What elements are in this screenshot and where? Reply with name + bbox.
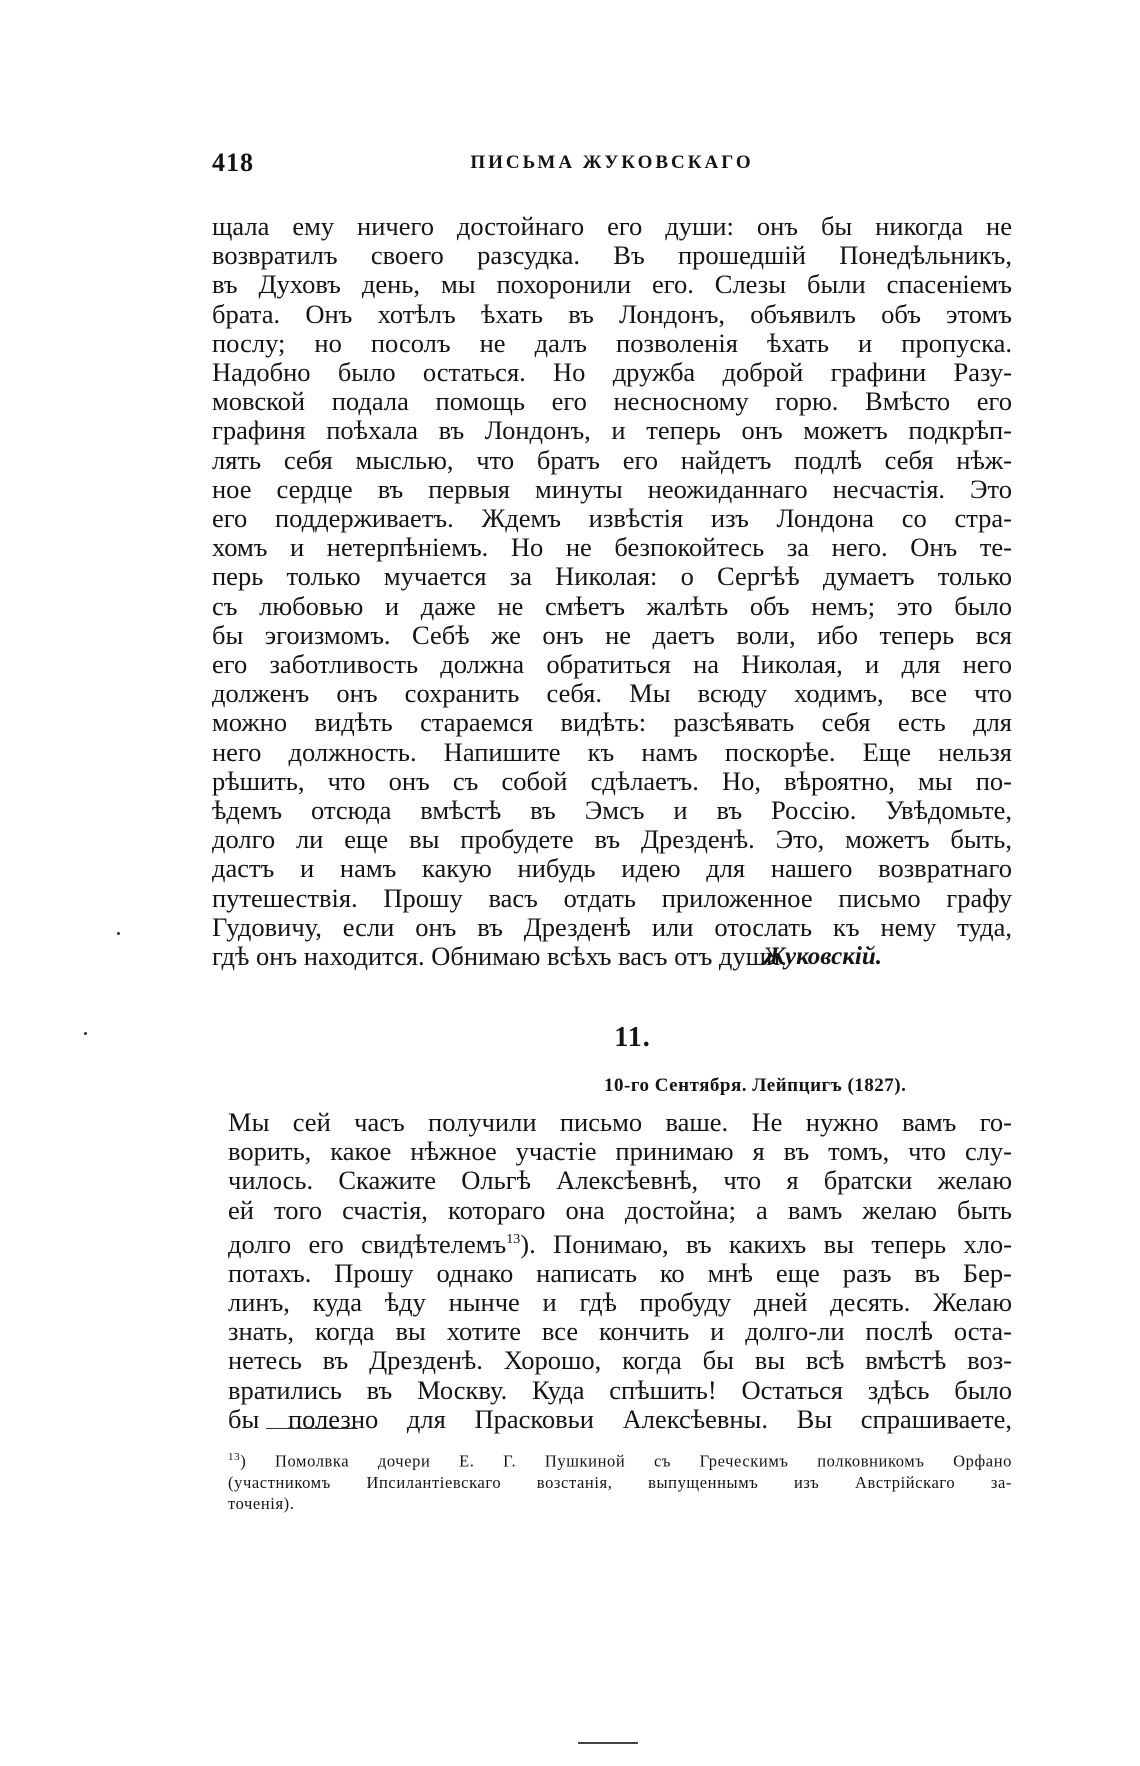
text-line: брата. Онъ хотѣлъ ѣхать въ Лондонъ, объявилъ объ этомъ — [212, 298, 1012, 329]
page-number: 418 — [212, 148, 254, 177]
text-line: чилось. Скажите Ольгѣ Алексѣевнѣ, что я братски желаю — [228, 1165, 1012, 1196]
footnote — [228, 1447, 1012, 1514]
text-line: вратились въ Москву. Куда спѣшить! Остаться здѣсь было — [228, 1374, 1012, 1405]
scan-speck — [117, 932, 120, 935]
text-line: его поддерживаетъ. Ждемъ извѣстія изъ Лондона со стра- — [212, 503, 1012, 534]
text-line: послу; но посолъ не далъ позволенія ѣхать и пропуска. — [212, 327, 1012, 358]
text-line: хомъ и нетерпѣніемъ. Но не безпокойтесь за него. Онъ те- — [212, 532, 1012, 563]
text-line: ей того счастія, котораго она достойна; а вамъ желаю быть — [228, 1194, 1012, 1225]
section-number — [0, 1022, 1140, 1054]
footnote-line: (участникомъ Ипсилантіевскаго возстанія, выпущеннымъ изъ Австрійскаго за- — [228, 1472, 1012, 1492]
scan-speck — [84, 1032, 87, 1035]
text-fragment: ). Понимаю, въ какихъ вы теперь хло- — [520, 1228, 1012, 1259]
letter-text — [212, 212, 1012, 971]
page-header — [212, 148, 1012, 182]
text-line: линъ, куда ѣду нынче и гдѣ пробуду дней десять. Желаю — [228, 1287, 1012, 1318]
footnote-line — [228, 1447, 1012, 1472]
text-line: долженъ онъ сохранить себя. Мы всюду ходимъ, все что — [212, 678, 1012, 709]
text-line: знать, когда вы хотите все кончить и долго-ли послѣ оста- — [228, 1316, 1012, 1347]
text-line: перь только мучается за Николая: о Сергѣѣ думаетъ только — [212, 561, 1012, 592]
text-line: съ любовью и даже не смѣетъ жалѣть объ немъ; это было — [212, 590, 1012, 621]
text-line: рѣшить, что онъ съ собой сдѣлаетъ. Но, вѣроятно, мы по- — [212, 765, 1012, 796]
text-line: ѣдемъ отсюда вмѣстѣ въ Эмсъ и въ Россію. Увѣдомьте, — [212, 795, 1012, 826]
text-line: щала ему ничего достойнаго его души: онъ бы никогда не — [212, 211, 1012, 241]
footnote-divider — [266, 1428, 358, 1429]
text-line: путешествія. Прошу васъ отдать приложенное письмо графу — [212, 882, 1012, 913]
footnote-marker: 13 — [228, 1451, 241, 1463]
text-line: мовской подала помощь его несносному горю. Вмѣсто его — [212, 386, 1012, 417]
text-line: можно видѣть стараемся видѣть: разсѣявать себя есть для — [212, 707, 1012, 738]
dateline: 10-го Сентября. Лейпцигъ (1827). — [604, 1075, 907, 1096]
bottom-rule — [578, 1742, 638, 1744]
footnote-text: ) Помолвка дочери Е. Г. Пушкиной съ Греческимъ полковникомъ Орфано — [240, 1451, 1012, 1471]
text-line: ное сердце въ первыя минуты неожиданнаго несчастія. Это — [212, 473, 1012, 504]
section-number-text: 11. — [614, 1022, 651, 1053]
letter-text-2 — [228, 1108, 1012, 1434]
text-line: въ Духовъ день, мы похоронили его. Слезы были спасеніемъ — [212, 269, 1012, 300]
text-line-with-footnote — [228, 1225, 1012, 1259]
text-line: Гудовичу, если онъ въ Дрезденѣ или отослать къ нему туда, — [212, 911, 1012, 942]
text-line: бы эгоизмомъ. Себѣ же онъ не даетъ воли, ибо теперь вся — [212, 619, 1012, 650]
text-line: дастъ и намъ какую нибудь идею для нашего возвратнаго — [212, 853, 1012, 884]
text-line: него должность. Напишите къ намъ поскорѣе. Еще нельзя — [212, 736, 1012, 767]
text-line: потахъ. Прошу однако написать ко мнѣ еще разъ въ Бер- — [228, 1257, 1012, 1288]
signature: Жуковскій. — [762, 943, 882, 970]
running-title: ПИСЬМА ЖУКОВСКАГО — [470, 152, 754, 173]
text-line: долго ли еще вы пробудете въ Дрезденѣ. Это, можетъ быть, — [212, 824, 1012, 855]
text-line: Надобно было остаться. Но дружба доброй графини Разу- — [212, 357, 1012, 388]
text-line: бы полезно для Прасковьи Алексѣевны. Вы спрашиваете, — [228, 1403, 1012, 1434]
text-line: ворить, какое нѣжное участіе принимаю я въ томъ, что слу- — [228, 1136, 1012, 1167]
text-line: его заботливость должна обратиться на Николая, и для него — [212, 649, 1012, 680]
footnote-line: точенія). — [228, 1493, 295, 1513]
text-line: Мы сей часъ получили письмо ваше. Не нужно вамъ го- — [228, 1107, 1012, 1137]
text-line: нетесь въ Дрезденѣ. Хорошо, когда бы вы всѣ вмѣстѣ воз- — [228, 1345, 1012, 1376]
text-fragment: долго его свидѣтелемъ — [228, 1228, 507, 1259]
text-line: лять себя мыслью, что братъ его найдетъ подлѣ себя нѣж- — [212, 444, 1012, 475]
footnote-reference[interactable]: 13 — [506, 1231, 521, 1247]
text-line: возвратилъ своего разсудка. Въ прошедшій Понедѣльникъ, — [212, 240, 1012, 271]
text-line: графиня поѣхала въ Лондонъ, и теперь онъ можетъ подкрѣп- — [212, 415, 1012, 446]
text-line: гдѣ онъ находится. Обнимаю всѣхъ васъ отъ души. — [212, 941, 787, 972]
